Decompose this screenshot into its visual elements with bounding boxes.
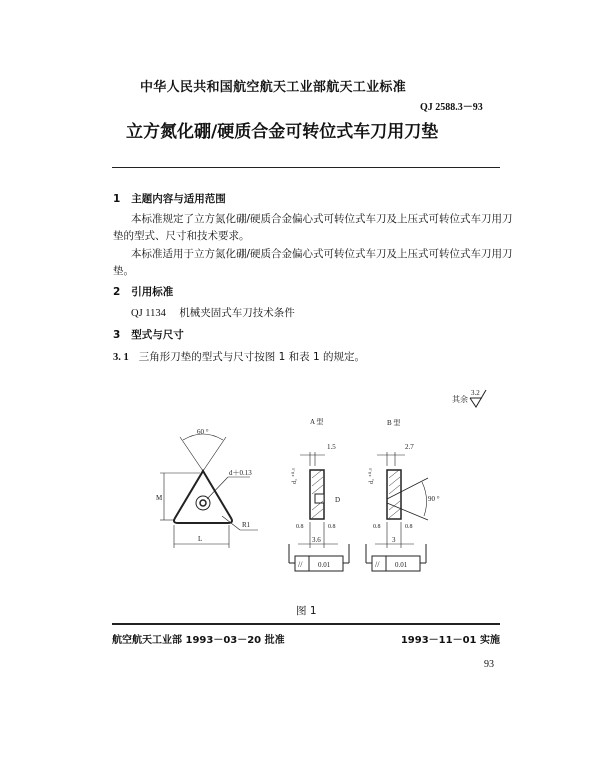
dimension-m-label: M — [156, 494, 163, 502]
type-b-top-dimension: 2.7 — [405, 443, 414, 451]
angle-label: 60 ° — [197, 428, 209, 436]
footer-divider — [112, 623, 500, 625]
dimension-l-label: L — [198, 535, 203, 543]
parallelism-symbol: // — [298, 560, 303, 569]
hole-dimension-label: d＋0.13 — [229, 469, 252, 477]
roughness-label: 0.8 — [296, 524, 304, 530]
roughness-value: 3.2 — [471, 389, 480, 397]
type-a-section — [289, 452, 349, 571]
section-number: 2 — [113, 286, 121, 298]
section-title: 型式与尺寸 — [131, 329, 184, 341]
issuer-heading: 中华人民共和国航空航天工业部航天工业标准 — [140, 80, 407, 95]
parallelism-tolerance: 0.01 — [318, 561, 331, 569]
roughness-label: 0.8 — [405, 524, 413, 530]
type-b-section — [366, 452, 428, 571]
paragraph-line: 垫的型式、尺寸和技术要求。 — [113, 230, 250, 242]
type-a-top-dimension: 1.5 — [327, 443, 336, 451]
paragraph-line: 垫。 — [113, 265, 134, 277]
figure-caption: 图 1 — [296, 605, 317, 617]
standard-code: QJ 2588.3－93 — [420, 102, 483, 113]
type-b-angle-label: 90 ° — [428, 495, 440, 503]
type-b-d1-label: d₁ ⁺⁰·¹ — [369, 468, 375, 484]
section-number: 3 — [113, 329, 121, 341]
type-b-label: B 型 — [387, 419, 401, 427]
type-a-thickness: 3.6 — [312, 536, 321, 544]
parallelism-tolerance: 0.01 — [395, 561, 408, 569]
paragraph-line: 本标准规定了立方氮化硼/硬质合金偏心式可转位式车刀及上压式可转位式车刀用刀 — [131, 213, 513, 225]
section-title: 引用标准 — [131, 286, 174, 298]
reference-code: QJ 1134 — [131, 308, 166, 319]
radius-label: R1 — [242, 521, 251, 529]
roughness-symbol — [452, 389, 486, 407]
type-a-label: A 型 — [310, 418, 324, 426]
subsection-text: 三角形刀垫的型式与尺寸按图 1 和表 1 的规定。 — [138, 351, 365, 363]
type-a-d-label: D — [335, 496, 341, 504]
reference-title: 机械夹固式车刀技术条件 — [179, 307, 295, 319]
subsection-number: 3. 1 — [113, 352, 129, 363]
roughness-label: 0.8 — [328, 524, 336, 530]
type-a-d1-label: d₁ ⁺⁰·¹ — [292, 468, 298, 484]
document-title: 立方氮化硼/硬质合金可转位式车刀用刀垫 — [126, 122, 439, 142]
page-number: 93 — [484, 659, 494, 670]
roughness-label: 0.8 — [373, 524, 381, 530]
paragraph-line: 本标准适用于立方氮化硼/硬质合金偏心式可转位式车刀及上压式可转位式车刀用刀 — [131, 248, 513, 260]
effective-date: 1993－11－01 实施 — [400, 635, 500, 646]
parallelism-symbol: // — [375, 560, 380, 569]
roughness-label: 其余 — [452, 395, 468, 404]
triangle-top-view — [160, 434, 258, 548]
section-number: 1 — [113, 193, 121, 205]
type-b-thickness: 3 — [392, 536, 396, 544]
approval-text: 航空航天工业部 1993－03－20 批准 — [112, 635, 285, 646]
section-title: 主题内容与适用范围 — [131, 193, 226, 205]
